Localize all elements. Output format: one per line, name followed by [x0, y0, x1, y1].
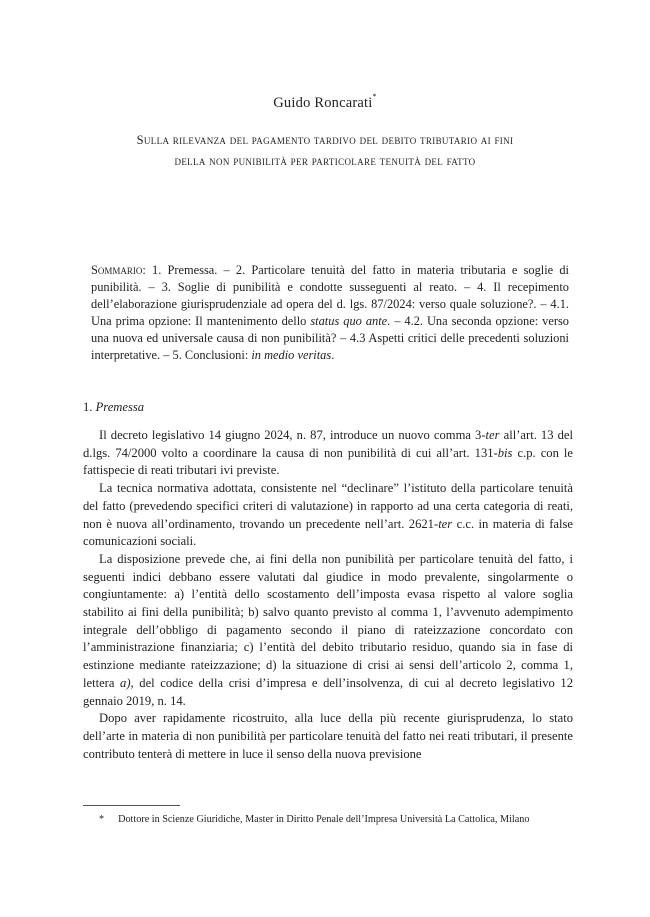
summary-text-1: : 1. Premessa. – 2. Particolare tenuità del fatto in materia tributaria e soglie di punibilità. – 3. Soglie di punibilità e condotte susseguenti al reato. – 4. Il recepimento dell’elaborazione giurisprudenziale ad opera del d. lgs. 87/2024: verso quale soluzione?. – 4.1. Una prima opzione: Il mantenimento dello: [91, 263, 569, 328]
section-heading: [83, 400, 144, 415]
p3-italic-b: a): [120, 675, 131, 690]
p1-text-c: all’art. 13 del d.lgs. 74/2000 volto a coordinare la causa di non punibilità di cui all’art. 131-: [83, 428, 573, 460]
p2-text-a: La tecnica normativa adottata, consistente nel “declinare” l’istituto della particolare tenuità del fatto (prevedendo specifici criteri di valutazione) in rapporto ad una certa categoria di reati, non è nuova all’ordinamento, trovando un precedente nell’art. 2621-: [83, 481, 573, 531]
p1-text-e: c.p. con le fattispecie di reati tributari ivi previste.: [83, 445, 573, 478]
summary-text-2: . – 4.2. Una seconda opzione: verso una nuova ed universale causa di non punibilità? – 4.3 Aspetti critici delle precedenti soluzioni interpretative. – 5. Conclusioni:: [91, 314, 569, 362]
p1-italic-d: bis: [497, 445, 513, 460]
p1-italic-b: ter: [485, 428, 500, 442]
section-title: Premessa: [95, 400, 145, 414]
paragraph-1: [83, 427, 573, 480]
footnote: [99, 813, 579, 827]
author-note-mark: *: [372, 92, 377, 101]
footnote-text: Dottore in Scienze Giuridiche, Master in Diritto Penale dell’Impresa Università La Cattolica, Milano: [118, 814, 530, 825]
section-number: 1.: [83, 400, 96, 414]
summary-italic-1: status quo ante: [310, 314, 388, 328]
summary-block: [91, 262, 569, 364]
article-title: [70, 130, 580, 172]
p2-text-c: c.c. in materia di false comunicazioni sociali.: [83, 516, 574, 549]
summary-italic-2: in medio veritas: [251, 348, 332, 362]
paragraph-4: Dopo aver rapidamente ricostruito, alla luce della più recente giurisprudenza, lo stato dell’arte in materia di non punibilità per particolare tenuità del fatto nei reati tributari, il presente contributo tenterà di mettere in luce il senso della nuova previsione: [83, 711, 573, 761]
p3-text-a: La disposizione prevede che, ai fini della non punibilità per particolare tenuità del fatto, i seguenti indici debbano essere valutati dal giudice in modo prevalente, singolarmente o congiuntamente: a) l’entità dello scostamento dell’imposta evasa rispetto al valore soglia stabilito ai fini della punibilità; b) salvo quanto previsto al comma 1, l’avvenuto adempimento integrale dell’obbligo di pagamento secondo il piano di rateizzazione concordato con l’amministrazione finanziaria; c) l’entità del debito tributario residuo, quando sia in fase di estinzione mediante rateizzazione; d) la situazione di crisi ai sensi dell’articolo 2, comma 1, lettera: [83, 551, 573, 690]
paragraph-2: [83, 480, 573, 551]
p1-text-a: Il decreto legislativo 14 giugno 2024, n. 87, introduce un nuovo comma 3-: [99, 428, 486, 442]
title-line-1: Sulla rilevanza del pagamento tardivo del debito tributario ai fini: [136, 133, 514, 147]
summary-lead: Sommario: [91, 263, 143, 277]
p2-italic-b: ter: [438, 516, 453, 531]
footnote-divider: [83, 805, 180, 806]
p3-text-c: , del codice della crisi d’impresa e dell’insolvenza, di cui al decreto legislativo 12 gennaio 2019, n. 14.: [83, 675, 573, 708]
body-text: [83, 427, 573, 763]
author-name: Guido Roncarati: [273, 94, 373, 111]
summary-text-3: .: [331, 348, 335, 362]
author-line: [0, 94, 650, 112]
paragraph-3: [83, 551, 573, 710]
footnote-mark: *: [99, 814, 105, 825]
title-line-2: della non punibilità per particolare tenuità del fatto: [174, 154, 476, 168]
